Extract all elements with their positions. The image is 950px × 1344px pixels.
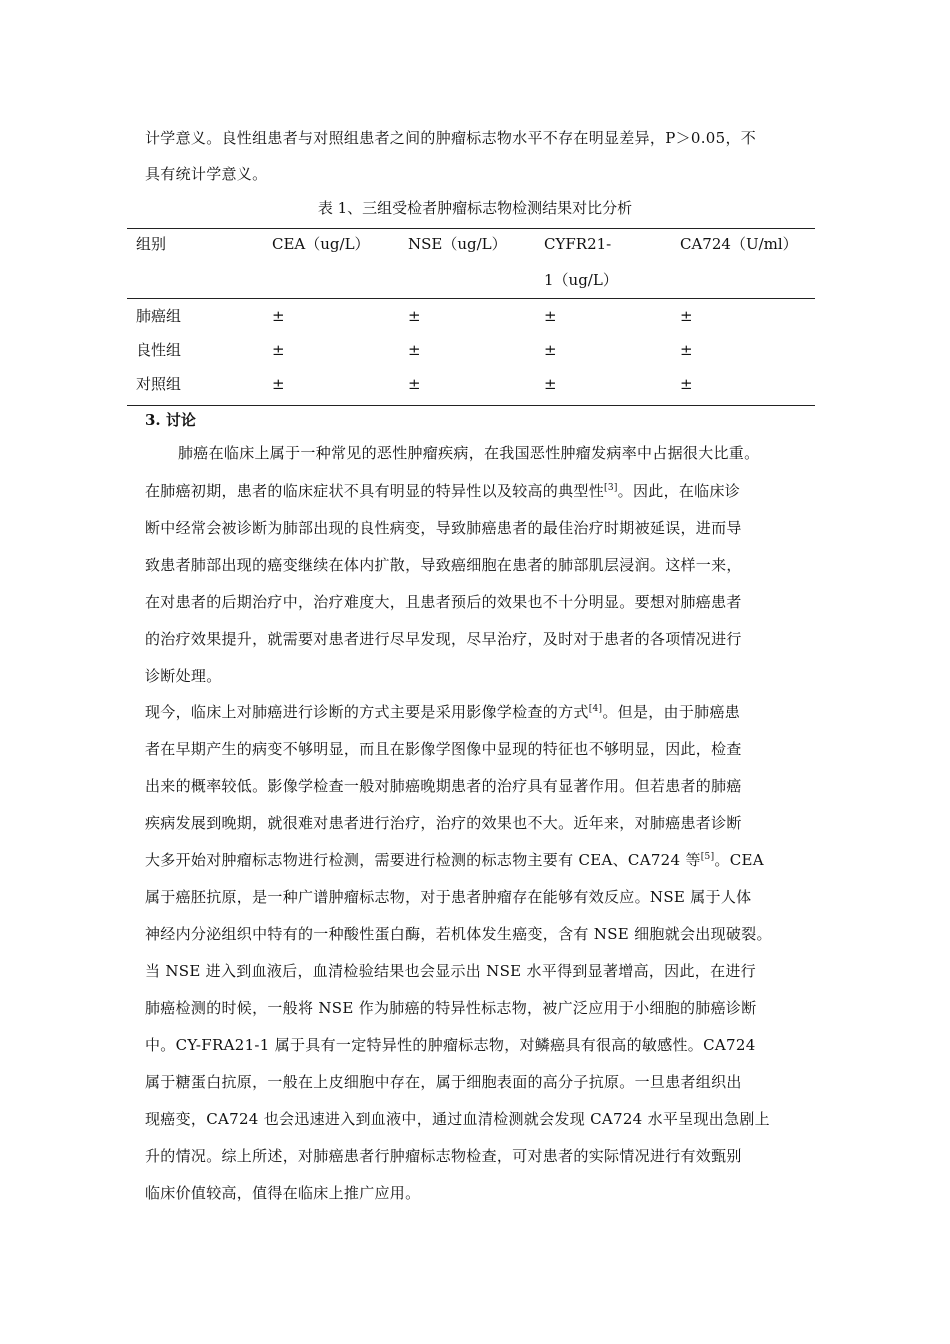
text-run: 在肺癌初期，患者的临床症状不具有明显的特异性以及较高的典型性 — [145, 482, 605, 500]
body-text-line: 中。CY-FRA21-1 属于具有一定特异性的肿瘤标志物，对鳞癌具有很高的敏感性。CA724 — [145, 1036, 756, 1054]
body-text-line: 肺癌在临床上属于一种常见的恶性肿瘤疾病，在我国恶性肿瘤发病率中占据很大比重。 — [178, 444, 760, 462]
table-header-cyfr-wrap: 1（ug/L） — [544, 271, 618, 289]
text-run: 。但是，由于肺癌患 — [602, 703, 741, 721]
table-cell: ± — [544, 341, 557, 359]
table-cell: ± — [544, 307, 557, 325]
table-cell: ± — [408, 375, 421, 393]
section-heading: 3. 讨论 — [145, 411, 196, 429]
table-caption: 表 1、三组受检者肿瘤标志物检测结果对比分析 — [317, 199, 633, 217]
table-cell: ± — [272, 375, 285, 393]
body-text-line: 者在早期产生的病变不够明显，而且在影像学图像中显现的特征也不够明显，因此，检查 — [145, 740, 742, 758]
text-run: 。CEA — [714, 851, 764, 869]
citation-ref: [5] — [700, 852, 715, 862]
table-header-ca724: CA724（U/ml） — [680, 235, 798, 253]
table-header-rule — [127, 298, 815, 299]
body-text-line: 的治疗效果提升，就需要对患者进行尽早发现，尽早治疗，及时对于患者的各项情况进行 — [145, 630, 742, 648]
body-text-line — [145, 702, 825, 722]
body-text-line: 当 NSE 进入到血液后，血清检验结果也会显示出 NSE 水平得到显著增高，因此，在进行 — [145, 962, 756, 980]
table-cell-group: 肺癌组 — [136, 307, 182, 325]
table-cell: ± — [680, 307, 693, 325]
table-top-rule — [127, 228, 815, 229]
body-text-line: 诊断处理。 — [145, 667, 222, 685]
body-text-line: 肺癌检测的时候，一般将 NSE 作为肺癌的特异性标志物，被广泛应用于小细胞的肺癌诊断 — [145, 999, 757, 1017]
body-text-line: 属于糖蛋白抗原，一般在上皮细胞中存在，属于细胞表面的高分子抗原。一旦患者组织出 — [145, 1073, 742, 1091]
text-run: 。因此，在临床诊 — [617, 482, 741, 500]
body-text-line: 断中经常会被诊断为肺部出现的良性病变，导致肺癌患者的最佳治疗时期被延误，进而导 — [145, 519, 742, 537]
body-text-line: 属于癌胚抗原，是一种广谱肿瘤标志物，对于患者肿瘤存在能够有效反应。NSE 属于人体 — [145, 888, 752, 906]
body-text-line: 计学意义。良性组患者与对照组患者之间的肿瘤标志物水平不存在明显差异，P＞0.05，不 — [145, 129, 757, 147]
text-run: 现今，临床上对肺癌进行诊断的方式主要是采用影像学检查的方式 — [145, 703, 589, 721]
body-text-line: 具有统计学意义。 — [145, 165, 268, 183]
table-cell-group: 对照组 — [136, 375, 182, 393]
body-text-line: 在对患者的后期治疗中，治疗难度大，且患者预后的效果也不十分明显。要想对肺癌患者 — [145, 593, 742, 611]
citation-ref: [3] — [604, 483, 618, 493]
table-cell: ± — [272, 307, 285, 325]
body-text-line: 出来的概率较低。影像学检查一般对肺癌晚期患者的治疗具有显著作用。但若患者的肺癌 — [145, 777, 742, 795]
table-cell-group: 良性组 — [136, 341, 182, 359]
citation-ref: [4] — [588, 704, 603, 714]
table-cell: ± — [680, 375, 693, 393]
table-cell: ± — [408, 307, 421, 325]
table-cell: ± — [544, 375, 557, 393]
body-text-line: 现癌变，CA724 也会迅速进入到血液中，通过血清检测就会发现 CA724 水平呈现出急剧上 — [145, 1110, 770, 1128]
body-text-line: 疾病发展到晚期，就很难对患者进行治疗，治疗的效果也不大。近年来，对肺癌患者诊断 — [145, 814, 742, 832]
table-header-cea: CEA（ug/L） — [272, 235, 370, 253]
table-cell: ± — [272, 341, 285, 359]
body-text-line — [145, 850, 825, 870]
table-bottom-rule — [127, 405, 815, 406]
body-text-line — [145, 481, 825, 501]
body-text-line: 神经内分泌组织中特有的一种酸性蛋白酶，若机体发生癌变，含有 NSE 细胞就会出现破裂。 — [145, 925, 772, 943]
body-text-line: 致患者肺部出现的癌变继续在体内扩散，导致癌细胞在患者的肺部肌层浸润。这样一来， — [145, 556, 742, 574]
table-cell: ± — [408, 341, 421, 359]
table-header-group: 组别 — [136, 235, 167, 253]
text-run: 大多开始对肿瘤标志物进行检测，需要进行检测的标志物主要有 CEA、CA724 等 — [145, 851, 701, 869]
body-text-line: 升的情况。综上所述，对肺癌患者行肿瘤标志物检查，可对患者的实际情况进行有效甄别 — [145, 1147, 742, 1165]
table-header-nse: NSE（ug/L） — [408, 235, 507, 253]
body-text-line: 临床价值较高，值得在临床上推广应用。 — [145, 1184, 421, 1202]
table-cell: ± — [680, 341, 693, 359]
table-header-cyfr: CYFR21- — [544, 235, 612, 253]
